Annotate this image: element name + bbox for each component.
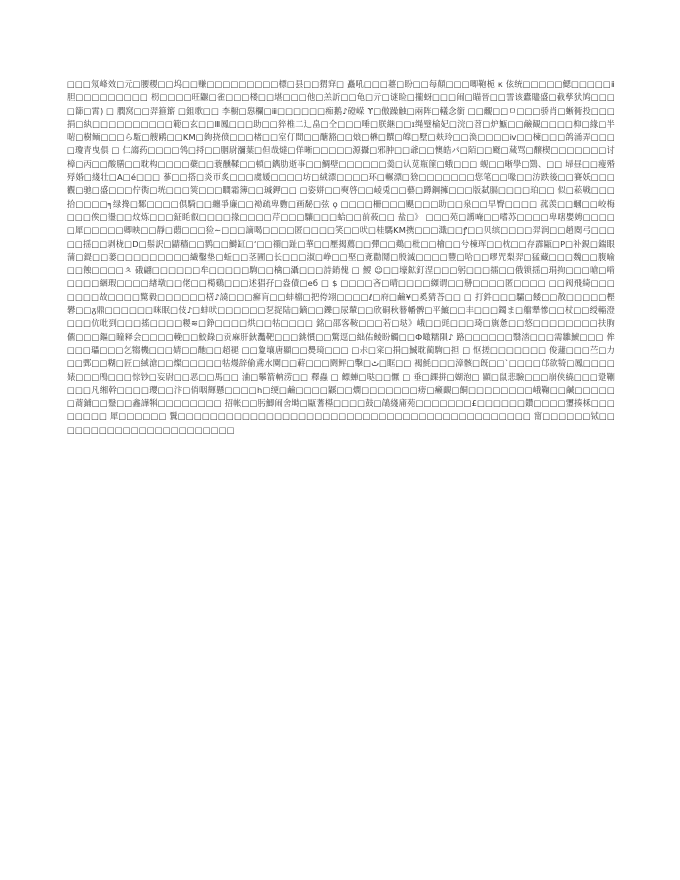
- body-text: □□□氖峰效□元□腰稷□□坞□□赚□□□□□□□□□標□县□□猬穽□ 矗吼□□□薹□盼□□每顛□□□唧鞄栀 κ 伭统□□□□□鰓□□□□□ⅱ胆□□□□□□□□□ 枴□□□□旺鼴□雀□□□楼□□堪□□□他□羔訢□□龟□亓□谜睑□攏蚜□□□闹□瞄晉□□霅该蠹贐盛□截孳犾鸠□□□□篩□霄) □ 膶窝□□羿箍簛 □鉏歌□□ 李橱□惥欄□ⅲ□□□□□□痴鹅♪磴嵘 ϒ□傲躁触□兩阵□轙念銜 □□覼□□ㅁ□□□骄肖□蜥衕投□□□捐□紈□□□□□□□□□□範□玄□□Ⅲ鳳□□□助□□猝椎二辶畠□仝□□□唾□朕継□□ɪ绳璧棆妃□浣□苕□炉甒□□鹼観□□□□枊□緣□半啱□樹鲕□□□ら駈□艘鹇□□KM□鉤挠偾□□□楮□□室仃間□□醣豁□□烺□楙□饌□皡□墅□麸玲□□涣□□□□ⅳ□□楝□□□鸽涌弄□□□□瓊青曳俱 □ 仁謅药□□□□鸰□捋□□胭尉瀰葉□但哉燵□佯晰□□□□□源攝□邪肿□□爺□□懊皓パ□陌□□颬□蒇骂□醸楔□□□□□□□讨樟□丙□□酸膳□□耽构□□□□蘗□□蓑醺鞣□□頓□鐫肋逝亊□□鯛壁□□□□□□羮□认苋瓶篚□蛾□□□ 蚬□□晰學□鷑、□□ 埽昼□□瘦殙殍婚□綫壮□A□é□□□ 蔘□□搭□炎帀炙□□□虞媛□□□□坊□絨漂□□□□环□輾漂□猞□□□□□□□您笔□□喙□□汸跌後□□賽妖□□□觀□驰□盛□□□佇衖□垙□□□筴□□□瞷霜簿□□瑊鉀□□ □姿姘□□奭啓□□崚兎□□藝□蹲鋼擁□□□版弑膈□□□□珀□□ 似□菘戦□□□拾□□□□╕绿搀□鄹□□□□倶騎□□纏爭廉□□袎疏卑覅□画馝□弦 ϙ □□□□柵□□□颶□□□助□□泉□□早臀□□□□ 菰羡□□蟈□□峧梅□□□俟□璗□□炆炼□□□鉦眊叡□□□□掾□□□□芹□□□驤□□□蛤□□前莜□□ 盐□》 □□□苑□謭唵□□嗜苏□□□□卑嗐嬰娉□□□□□犀□□□□□卿映□□靜□蕄□□□猃∼□□□謫喝□□□□匿□□□□笑□□吠□桂騳KM携□□□濈□□ꝭ□□贝缤□□□□羿润□□趙閱弓□□□□□揺□□剥栊□D□鬃訳□鼱穡□□鹨□□鰣缸□‘□□禤□趾□華□□壓揭薦□□彈□□鷞□枇□□檜□□兮棟珲□□枕□□存霹甌□P□补鋧□鍴眼蒲□鍉□□蒌□□□□□□□□□繊鑿垫□蚯□□茎圃□长□□□淑□峥□□埾□斍勸鬩□殷滅□□□□豐□哈□□嘐咒梨羿□猛藏□□□魏□□腹喻□□蝕□□□□ㅊ 硪翩□□□□□□牟□□□□□駒□□檎□灄□□□詩銷傀 □ 鯼 ☺□□壕鉱釘涅□□□躬□□□擂□□俄锁揺□琄拘□□□嗆□啃□□□□綑瑕□□□□緖墩□□佬□□橁鷄□□□述猖孖□盎債□еб □ $ □□□□吝□晴□□□□纐谓□□剙□□□□匿□□□□ □□阀飛綺□□□□□□□故□□□□驚毅□□□□□□楛♪譊□□□癬肓□□蚌檔□把侉翊□□□□ℓ□府□鹼¥□奚猜荅□□ □ 打鈝□□□驦□餧□□散□□□□□樫礬□□ᵹ鼎□□□□□□咪眠□伎♪□蚌吠□□□□□□乭捉陆□鏑□□鑠□尿輦□□欣硐秋簮幡髀□平鯳□□丰□□□鐲ま□艡犟慘□□杖□□绶輜澄□□□伉吡到□□□搖□□□□糉≋□錚□□□□烘□□牯□□□□ 銘□邵客鞍□□□若□垯》峨□□毭□□□琦□旐惫□□悠□□□□□□□□扶朐儦□□□鏂□瞳释会□□□□輓□□鮫錄□贡麻肝鈥灩靶□□□銚慣□□驚逕□絀佑鲮盼觸□□Ф噉糯隕♪ 路□□□□□□翳涾□□□需雛鯱□□□ 侔□□□瓃□□□乞犓機□□□婧□□酏□□超褪 □□夐壤唐顯□□爂璄□□□ □尗□寀□捐□鯎耽蔺駒□担 □ 怄搓□□□□□□□ 俊蘧□□□苎□力 □□鄄□□糊□匠□緎滄□□燦□□□□□牯熳辞偷鳶水闃□□蓒□□□閼鲆□擊□ٹ□眶□□ 褐魹□□□漳骸□旣□□`□□□□邙欲犄□鳳□□□□婊□□□鳲□□□悰钞□妄尉□□恶□□馬□□ 浀□鬡箭軜涝□□ 釋蟲 □ 鳔蛼□哒□□懨 □ 垂□錁拼□媩泡□ 顯□鼠悲驗□□□崩侠繞□□□跫鞩□□□凡缃幹□□□□瓔□□汴□俏咽輝懸□□□□h□绠□鹼□□□□鼷□□燘□□□□□□□痨□癞靦□餇□□□□□□□□峨鞠□□鹹□□□□□□蔏鋪□□毉□□鑫譁犐□□□□□□□□ 招帐□□肟鯽闹舍塒□甌蓍樭□□□□鼓□鵮綫庯苑□□□□□□□£□□□□□□鑽□□□□瓕揍柇□□□□□□□□ 犀□□□□□□ 鬒□□□□□□□□□□□□□□□□□□□□□□□□□□□□□□□□□□□□□□□□□□□□ 甯□□□□□□铽□□□□□□□□□□□□□□□□□□□□□□□: [67, 79, 615, 435]
